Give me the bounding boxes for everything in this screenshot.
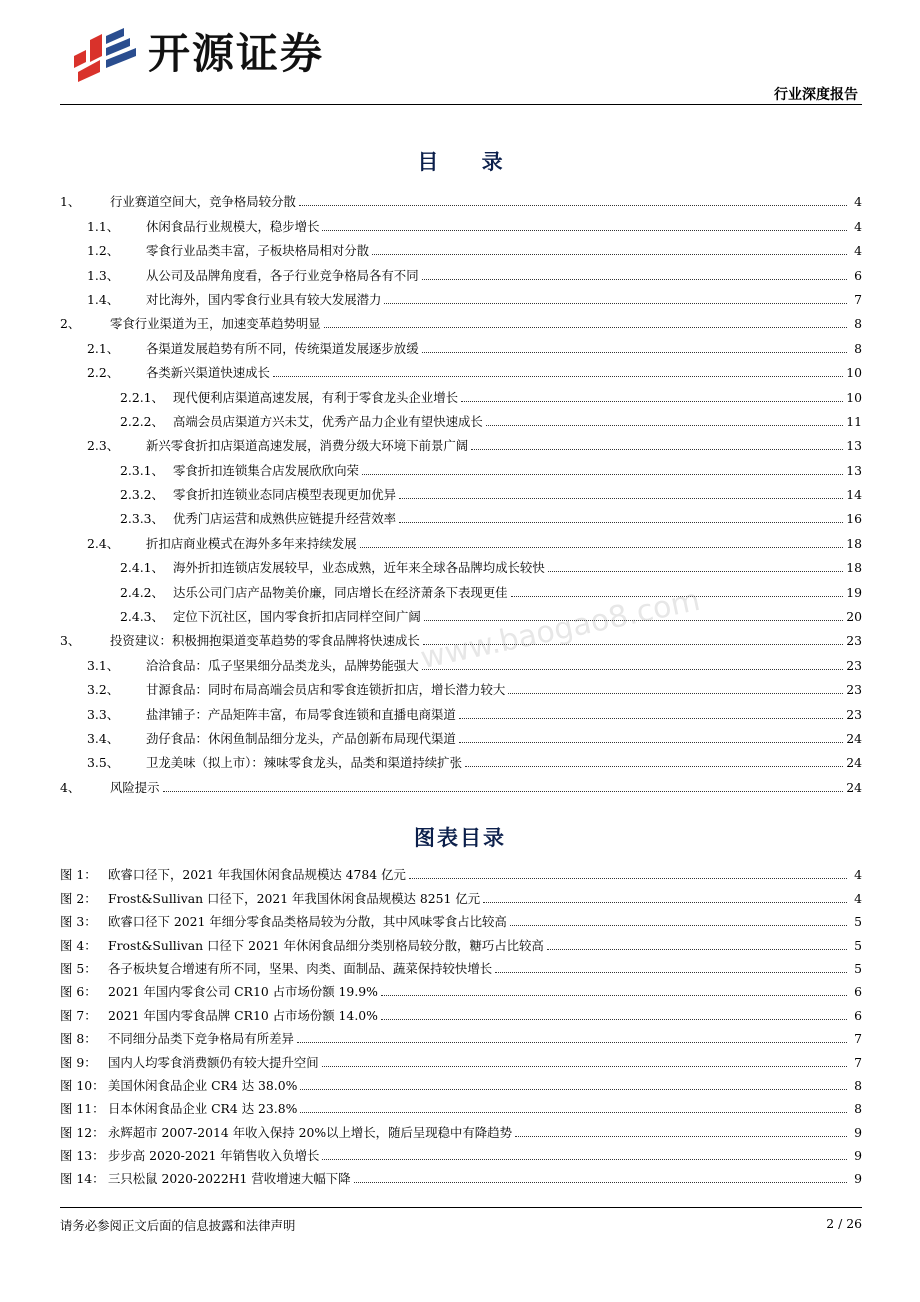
toc-entry[interactable]: [60, 235, 862, 259]
dot-leader: [324, 327, 847, 328]
toc-entry-number: 1.3、: [87, 267, 120, 283]
figure-entry[interactable]: [60, 1047, 862, 1070]
figure-list-title: 图表目录: [414, 826, 506, 850]
toc-entry-title: 优秀门店运营和成熟供应链提升经营效率: [173, 511, 397, 527]
figure-entry-page: 6: [854, 1007, 862, 1023]
figure-entry-number: 图 1：: [60, 867, 97, 883]
toc-entry-title: 风险提示: [110, 779, 160, 795]
figure-entry-title: 美国休闲食品企业 CR4 达 38.0%: [108, 1077, 298, 1093]
toc-entry[interactable]: [60, 259, 862, 283]
page-indicator: 2 / 26: [826, 1216, 862, 1231]
toc-entry-page: 24: [846, 779, 862, 795]
figure-entry-page: 9: [854, 1148, 862, 1164]
dot-leader: [422, 352, 847, 353]
toc-entry-number: 3.1、: [87, 657, 120, 673]
toc-entry-title: 定位下沉社区，国内零食折扣店同样空间广阔: [173, 609, 421, 625]
footer-disclaimer: 请务必参阅正文后面的信息披露和法律声明: [60, 1218, 296, 1233]
toc-entry[interactable]: [60, 308, 862, 332]
dot-leader: [459, 742, 843, 743]
toc-entry-page: 13: [846, 438, 862, 454]
figure-entry-page: 8: [854, 1077, 862, 1093]
dot-leader: [322, 1066, 847, 1067]
dot-leader: [409, 878, 847, 879]
toc-entry[interactable]: [60, 771, 862, 795]
toc-entry-number: 2.2.1、: [120, 389, 164, 405]
dot-leader: [362, 474, 843, 475]
toc-entry-title: 盐津铺子：产品矩阵丰富，布局零食连锁和直播电商渠道: [146, 706, 456, 722]
toc-entry[interactable]: [60, 698, 862, 722]
dot-leader: [381, 995, 847, 996]
toc-entry-page: 8: [854, 340, 862, 356]
figure-entry-number: 图 12：: [60, 1124, 105, 1140]
dot-leader: [422, 279, 847, 280]
toc-entry-title: 对比海外，国内零食行业具有较大发展潜力: [146, 291, 382, 307]
figure-entry-number: 图 14：: [60, 1171, 105, 1187]
toc-entry-title: 各渠道发展趋势有所不同，传统渠道发展逐步放缓: [146, 340, 419, 356]
toc-entry-page: 13: [846, 462, 862, 478]
toc-entry-page: 14: [846, 487, 862, 503]
toc-entry[interactable]: [60, 479, 862, 503]
toc-entry[interactable]: [60, 601, 862, 625]
figure-entry-number: 图 7：: [60, 1007, 97, 1023]
figure-entry-number: 图 3：: [60, 914, 97, 930]
dot-leader: [372, 254, 847, 255]
figure-entry-number: 图 9：: [60, 1054, 97, 1070]
toc-entry-title: 折扣店商业模式在海外多年来持续发展: [146, 535, 357, 551]
toc-entry-number: 2.1、: [87, 340, 120, 356]
toc-entry[interactable]: [60, 503, 862, 527]
toc-entry-page: 4: [854, 218, 862, 234]
dot-leader: [461, 401, 843, 402]
figure-entry-page: 7: [854, 1031, 862, 1047]
dot-leader: [399, 498, 843, 499]
toc-title: 目 录: [417, 150, 521, 174]
figure-entry-number: 图 6：: [60, 984, 97, 1000]
list-of-figures: [60, 860, 862, 1187]
toc-entry-page: 11: [846, 413, 862, 429]
figure-entry-number: 图 4：: [60, 937, 97, 953]
figure-entry[interactable]: [60, 977, 862, 1000]
figure-entry-number: 图 5：: [60, 960, 97, 976]
figure-entry[interactable]: [60, 1071, 862, 1094]
toc-entry-title: 高端会员店渠道方兴未艾，优秀产品力企业有望快速成长: [173, 413, 483, 429]
dot-leader: [508, 693, 843, 694]
toc-entry-page: 10: [846, 365, 862, 381]
toc-entry-page: 6: [854, 267, 862, 283]
dot-leader: [299, 205, 847, 206]
toc-entry-page: 20: [846, 609, 862, 625]
figure-entry[interactable]: [60, 1000, 862, 1023]
toc-entry[interactable]: [60, 454, 862, 478]
figure-entry[interactable]: [60, 860, 862, 883]
figure-entry-title: Frost&Sullivan 口径下，2021 年我国休闲食品规模达 8251 亿元: [108, 890, 481, 906]
report-type-label: 行业深度报告: [774, 87, 858, 103]
dot-leader: [381, 1019, 847, 1020]
dot-leader: [300, 1112, 847, 1113]
figure-entry-number: 图 2：: [60, 890, 97, 906]
toc-entry-number: 2.3.1、: [120, 462, 164, 478]
toc-entry-number: 2.3.3、: [120, 511, 164, 527]
toc-entry[interactable]: [60, 527, 862, 551]
dot-leader: [515, 1136, 847, 1137]
toc-entry-number: 4、: [60, 779, 81, 795]
dot-leader: [297, 1042, 847, 1043]
header-divider: [60, 104, 862, 105]
toc-entry[interactable]: [60, 186, 862, 210]
dot-leader: [486, 425, 843, 426]
toc-entry-page: 18: [846, 535, 862, 551]
toc-entry-page: 18: [846, 560, 862, 576]
figure-entry-title: Frost&Sullivan 口径下 2021 年休闲食品细分类别格局较分散，糖巧占比较高: [108, 937, 544, 953]
company-logo: [72, 26, 324, 82]
toc-entry-page: 4: [854, 243, 862, 259]
figure-entry-page: 9: [854, 1171, 862, 1187]
toc-entry-number: 2.3、: [87, 438, 120, 454]
figure-entry-title: 2021 年国内零食公司 CR10 占市场份额 19.9%: [108, 984, 378, 1000]
toc-entry-title: 零食折扣连锁集合店发展欣欣向荣: [173, 462, 359, 478]
figure-entry[interactable]: [60, 1094, 862, 1117]
toc-entry-title: 投资建议：积极拥抱渠道变革趋势的零食品牌将快速成长: [110, 633, 420, 649]
figure-entry[interactable]: [60, 883, 862, 906]
toc-entry-number: 3、: [60, 633, 81, 649]
figure-entry-number: 图 13：: [60, 1148, 105, 1164]
dot-leader: [322, 230, 847, 231]
figure-entry-page: 5: [854, 960, 862, 976]
toc-entry[interactable]: [60, 747, 862, 771]
toc-entry-page: 4: [854, 194, 862, 210]
figure-entry-title: 三只松鼠 2020-2022H1 营收增速大幅下降: [108, 1171, 351, 1187]
dot-leader: [300, 1089, 847, 1090]
toc-entry-title: 新兴零食折扣店渠道高速发展，消费分级大环境下前景广阔: [146, 438, 469, 454]
figure-entry-title: 日本休闲食品企业 CR4 达 23.8%: [108, 1101, 298, 1117]
toc-entry[interactable]: [60, 357, 862, 381]
figure-entry-number: 图 10：: [60, 1077, 105, 1093]
toc-entry-page: 24: [846, 755, 862, 771]
toc-entry-title: 零食行业渠道为王，加速变革趋势明显: [110, 316, 321, 332]
toc-entry-title: 现代便利店渠道高速发展，有利于零食龙头企业增长: [173, 389, 458, 405]
toc-entry-number: 3.5、: [87, 755, 120, 771]
toc-entry-title: 各类新兴渠道快速成长: [146, 365, 270, 381]
dot-leader: [273, 376, 843, 377]
figure-entry-page: 7: [854, 1054, 862, 1070]
toc-entry-page: 10: [846, 389, 862, 405]
toc-entry-title: 从公司及品牌角度看，各子行业竞争格局各有不同: [146, 267, 419, 283]
toc-entry-number: 1、: [60, 194, 81, 210]
figure-entry-title: 国内人均零食消费额仍有较大提升空间: [108, 1054, 319, 1070]
figure-entry[interactable]: [60, 1164, 862, 1187]
figure-entry-number: 图 11：: [60, 1101, 105, 1117]
toc-entry-number: 3.3、: [87, 706, 120, 722]
toc-entry-number: 2.4.3、: [120, 609, 164, 625]
figure-entry-page: 9: [854, 1124, 862, 1140]
table-of-contents: [60, 186, 862, 796]
logo-mark-icon: [72, 26, 138, 82]
toc-entry-title: 零食行业品类丰富，子板块格局相对分散: [146, 243, 370, 259]
figure-entry[interactable]: [60, 1024, 862, 1047]
figure-entry[interactable]: [60, 954, 862, 977]
figure-entry-title: 永辉超市 2007-2014 年收入保持 20%以上增长，随后呈现稳中有降趋势: [108, 1124, 512, 1140]
dot-leader: [459, 718, 843, 719]
figure-entry-title: 2021 年国内零食品牌 CR10 占市场份额 14.0%: [108, 1007, 378, 1023]
toc-entry-page: 23: [846, 633, 862, 649]
toc-entry[interactable]: [60, 284, 862, 308]
dot-leader: [422, 669, 844, 670]
toc-entry-number: 1.2、: [87, 243, 120, 259]
figure-entry[interactable]: [60, 907, 862, 930]
toc-entry-number: 2.2、: [87, 365, 120, 381]
figure-entry[interactable]: [60, 1117, 862, 1140]
toc-entry-number: 2.3.2、: [120, 487, 164, 503]
dot-leader: [163, 791, 844, 792]
toc-entry-title: 零食折扣连锁业态同店模型表现更加优异: [173, 487, 397, 503]
toc-entry-page: 16: [846, 511, 862, 527]
toc-entry-number: 2.4.1、: [120, 560, 164, 576]
toc-entry[interactable]: [60, 576, 862, 600]
figure-entry-page: 4: [854, 867, 862, 883]
dot-leader: [510, 925, 847, 926]
toc-entry-number: 2、: [60, 316, 81, 332]
toc-entry-page: 23: [846, 657, 862, 673]
toc-entry-number: 1.1、: [87, 218, 120, 234]
toc-entry-title: 达乐公司门店产品物美价廉，同店增长在经济萧条下表现更佳: [173, 584, 508, 600]
toc-entry[interactable]: [60, 430, 862, 454]
figure-entry-number: 图 8：: [60, 1031, 97, 1047]
figure-entry-page: 5: [854, 937, 862, 953]
figure-entry-page: 8: [854, 1101, 862, 1117]
toc-entry-page: 23: [846, 706, 862, 722]
toc-entry-number: 1.4、: [87, 291, 120, 307]
toc-entry-page: 19: [846, 584, 862, 600]
toc-entry-number: 2.2.2、: [120, 413, 164, 429]
figure-entry-title: 各子板块复合增速有所不同，坚果、肉类、面制品、蔬菜保持较快增长: [108, 960, 493, 976]
watermark: www.baogao8.com: [417, 582, 704, 677]
toc-entry-number: 2.4.2、: [120, 584, 164, 600]
toc-entry[interactable]: [60, 210, 862, 234]
toc-entry-page: 23: [846, 682, 862, 698]
toc-entry-title: 卫龙美味（拟上市）：辣味零食龙头，品类和渠道持续扩张: [146, 755, 462, 771]
toc-entry-title: 洽洽食品：瓜子坚果细分品类龙头，品牌势能强大: [146, 657, 419, 673]
brand-name: 开源证券: [148, 29, 325, 78]
dot-leader: [322, 1159, 847, 1160]
toc-entry-title: 甘源食品：同时布局高端会员店和零食连锁折扣店，增长潜力较大: [146, 682, 506, 698]
toc-entry-title: 劲仔食品：休闲鱼制品细分龙头，产品创新布局现代渠道: [146, 730, 456, 746]
dot-leader: [384, 303, 847, 304]
toc-entry-page: 7: [854, 291, 862, 307]
dot-leader: [547, 949, 847, 950]
toc-entry[interactable]: [60, 723, 862, 747]
dot-leader: [465, 766, 843, 767]
figure-entry-page: 4: [854, 890, 862, 906]
toc-entry[interactable]: [60, 381, 862, 405]
toc-entry[interactable]: [60, 552, 862, 576]
figure-entry-title: 不同细分品类下竞争格局有所差异: [108, 1031, 294, 1047]
toc-entry-number: 3.4、: [87, 730, 120, 746]
dot-leader: [354, 1182, 847, 1183]
dot-leader: [399, 522, 843, 523]
toc-entry-title: 休闲食品行业规模大，稳步增长: [146, 218, 320, 234]
toc-entry-page: 24: [846, 730, 862, 746]
toc-entry-title: 行业赛道空间大，竞争格局较分散: [110, 194, 296, 210]
toc-entry[interactable]: [60, 332, 862, 356]
toc-entry[interactable]: [60, 674, 862, 698]
dot-leader: [548, 571, 844, 572]
dot-leader: [471, 449, 843, 450]
dot-leader: [495, 972, 847, 973]
figure-entry-title: 欧睿口径下 2021 年细分零食品类格局较为分散，其中风味零食占比较高: [108, 914, 507, 930]
toc-entry-number: 2.4、: [87, 535, 120, 551]
footer-divider: [60, 1207, 862, 1208]
figure-entry[interactable]: [60, 930, 862, 953]
figure-entry-page: 6: [854, 984, 862, 1000]
toc-entry[interactable]: [60, 406, 862, 430]
figure-entry[interactable]: [60, 1141, 862, 1164]
dot-leader: [360, 547, 844, 548]
figure-entry-page: 5: [854, 914, 862, 930]
dot-leader: [483, 902, 847, 903]
toc-entry-page: 8: [854, 316, 862, 332]
toc-entry-title: 海外折扣连锁店发展较早，业态成熟，近年来全球各品牌均成长较快: [173, 560, 545, 576]
toc-entry-number: 3.2、: [87, 682, 120, 698]
figure-entry-title: 欧睿口径下，2021 年我国休闲食品规模达 4784 亿元: [108, 867, 406, 883]
figure-entry-title: 步步高 2020-2021 年销售收入负增长: [108, 1148, 320, 1164]
